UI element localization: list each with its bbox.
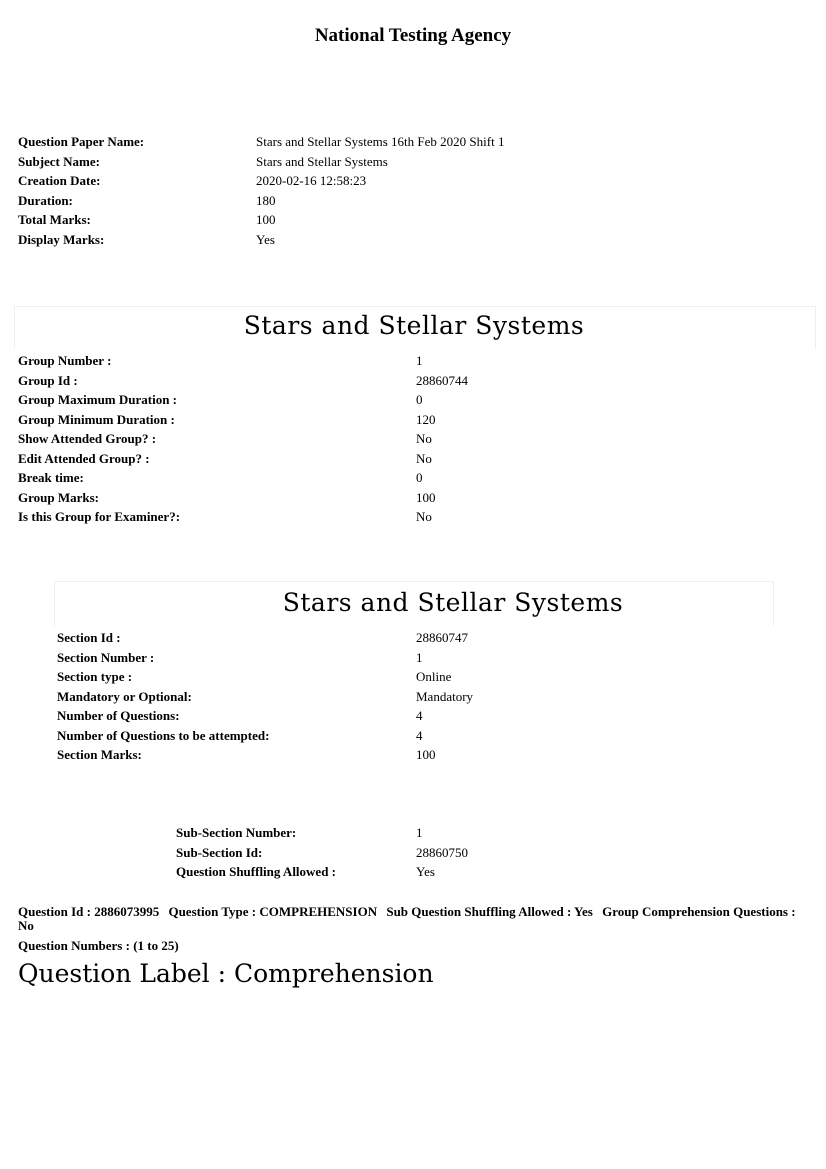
section-field-label: Mandatory or Optional:: [57, 688, 192, 704]
subsection-field-value: 1: [416, 825, 423, 840]
group-field-value: 1: [416, 353, 423, 368]
group-title: Stars and Stellar Systems: [243, 311, 585, 340]
paper-info-row: [18, 152, 718, 172]
group-field-value: 0: [416, 470, 423, 485]
group-field-value: No: [416, 431, 432, 446]
subsection-field-value: Yes: [416, 864, 435, 879]
paper-info-label: Creation Date:: [18, 173, 101, 188]
paper-info-label: Display Marks:: [18, 231, 105, 247]
agency-title: National Testing Agency: [314, 25, 512, 46]
section-field-value: 4: [416, 708, 423, 723]
group-field-value: 28860744: [416, 372, 468, 388]
group-field-label: Break time:: [18, 470, 84, 485]
group-field-value: No: [416, 450, 432, 466]
paper-info-value: 180: [256, 192, 276, 208]
subsection-field-label: Sub-Section Number:: [176, 825, 297, 840]
section-field-row: [57, 745, 757, 765]
section-field-row: [57, 667, 757, 687]
group-field-row: [18, 410, 718, 430]
group-field-value: 120: [416, 411, 436, 427]
group-field-label: Group Number :: [18, 353, 112, 368]
group-field-label: Group Minimum Duration :: [18, 411, 175, 427]
group-field-label: Show Attended Group? :: [18, 431, 157, 446]
section-field-row: [57, 648, 757, 668]
paper-info-value: 100: [256, 212, 276, 227]
section-field-label: Number of Questions:: [57, 708, 180, 723]
sub-question-shuffling: Sub Question Shuffling Allowed : Yes: [386, 904, 593, 919]
paper-info-value: Stars and Stellar Systems: [256, 153, 388, 169]
section-field-label: Section Id :: [57, 630, 121, 645]
question-type: Question Type : COMPREHENSION: [168, 904, 378, 919]
paper-info-row: [18, 230, 718, 250]
subsection-field-row: [176, 823, 676, 843]
paper-info-label: Subject Name:: [18, 153, 100, 169]
paper-info-row: [18, 191, 718, 211]
group-field-label: Group Maximum Duration :: [18, 392, 178, 407]
group-field-label: Edit Attended Group? :: [18, 450, 150, 466]
question-numbers: Question Numbers : (1 to 25): [18, 938, 179, 953]
group-field-row: [18, 390, 718, 410]
group-field-row: [18, 449, 718, 469]
paper-info-table: [18, 132, 718, 249]
section-field-label: Section Marks:: [57, 747, 142, 762]
section-field-row: [57, 706, 757, 726]
section-field-value: 1: [416, 649, 423, 665]
subsection-field-row: [176, 843, 676, 863]
group-field-value: No: [416, 509, 432, 524]
paper-info-value: Yes: [256, 231, 275, 247]
paper-info-value: Stars and Stellar Systems 16th Feb 2020 Shift 1: [256, 134, 505, 149]
section-field-value: Mandatory: [416, 688, 474, 704]
paper-info-row: [18, 132, 718, 152]
subsection-field-label: Sub-Section Id:: [176, 844, 263, 860]
group-field-row: [18, 488, 718, 508]
group-field-row: [18, 351, 718, 371]
question-meta: [18, 905, 808, 933]
section-field-value: 100: [416, 747, 436, 762]
section-field-row: [57, 687, 757, 707]
paper-info-label: Duration:: [18, 192, 73, 208]
section-field-label: Section Number :: [57, 649, 155, 665]
question-id: Question Id : 2886073995: [18, 904, 160, 919]
paper-info-row: [18, 171, 718, 191]
section-field-label: Section type :: [57, 669, 133, 684]
section-field-row: [57, 628, 757, 648]
subsection-field-row: [176, 862, 676, 882]
section-fields-table: [57, 628, 757, 765]
section-field-value: 28860747: [416, 630, 468, 645]
section-field-value: Online: [416, 669, 452, 684]
group-field-value: 0: [416, 392, 423, 407]
group-field-label: Group Marks:: [18, 489, 100, 505]
section-field-label: Number of Questions to be attempted:: [57, 727, 270, 743]
subsection-fields-table: [176, 823, 676, 882]
group-field-row: [18, 371, 718, 391]
group-field-label: Is this Group for Examiner?:: [18, 509, 181, 524]
section-field-value: 4: [416, 727, 423, 743]
group-field-row: [18, 429, 718, 449]
subsection-field-value: 28860750: [416, 844, 468, 860]
group-comprehension-questions: Group Comprehension Questions : No: [18, 904, 796, 933]
group-fields-table: [18, 351, 718, 527]
paper-info-row: [18, 210, 718, 230]
section-title: Stars and Stellar Systems: [282, 588, 624, 617]
paper-info-label: Question Paper Name:: [18, 134, 145, 149]
paper-info-label: Total Marks:: [18, 212, 91, 227]
subsection-field-label: Question Shuffling Allowed :: [176, 864, 337, 879]
group-field-row: [18, 468, 718, 488]
group-field-value: 100: [416, 489, 436, 505]
section-field-row: [57, 726, 757, 746]
paper-info-value: 2020-02-16 12:58:23: [256, 173, 367, 188]
group-field-row: [18, 507, 718, 527]
group-field-label: Group Id :: [18, 372, 78, 388]
question-label: Question Label : Comprehension: [18, 959, 434, 988]
